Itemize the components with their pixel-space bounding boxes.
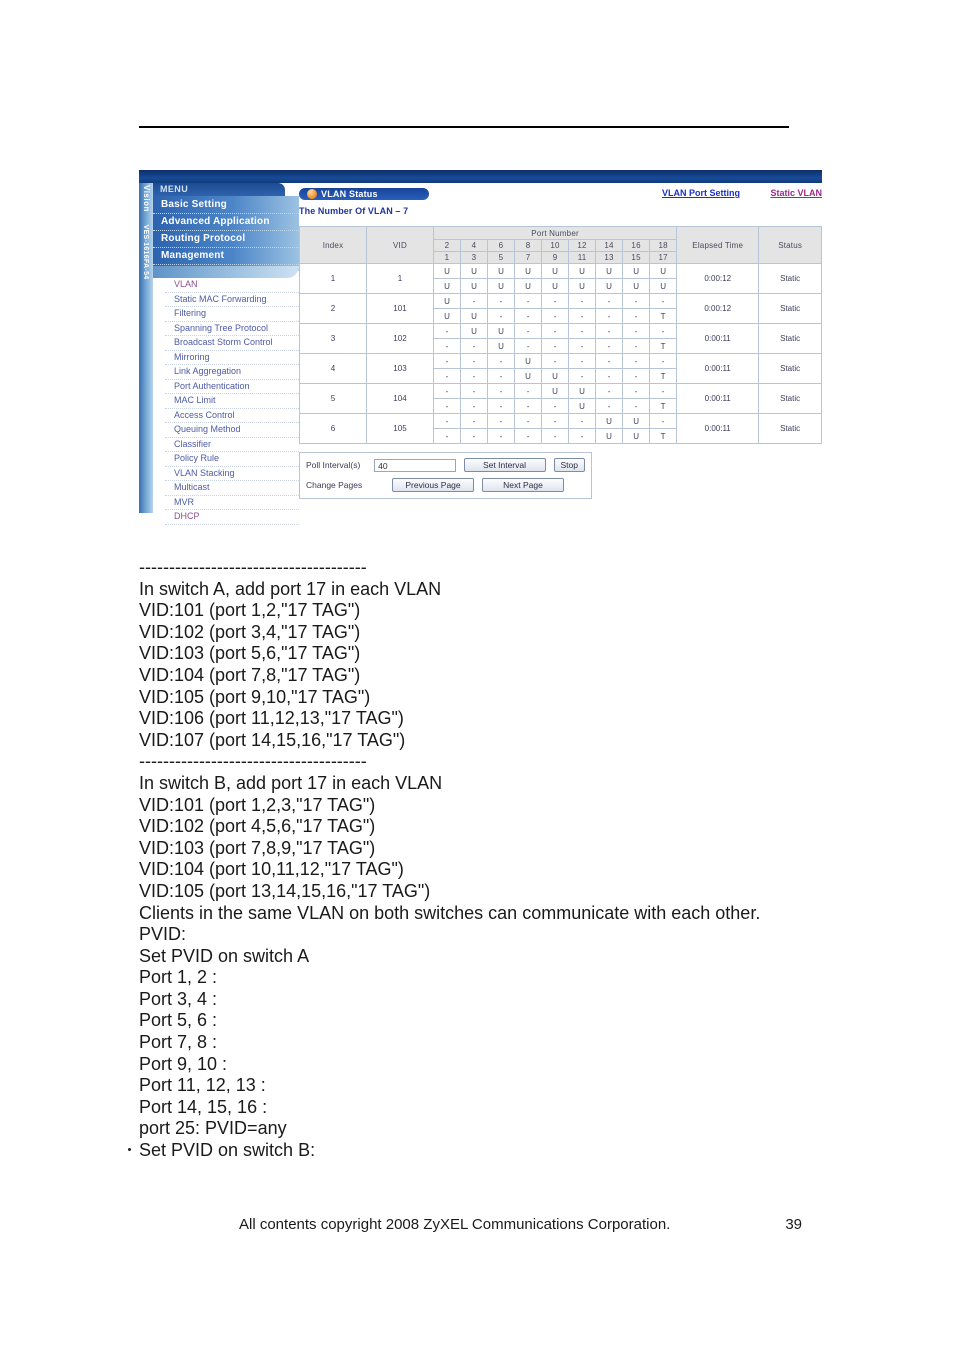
notes-line: Port 9, 10 : <box>139 1053 228 1074</box>
cell-port-18: - <box>650 414 677 429</box>
cell-port-12: - <box>569 414 596 429</box>
previous-page-button[interactable]: Previous Page <box>392 478 474 492</box>
header-port-17: 17 <box>650 252 677 264</box>
cell-port-15: - <box>623 339 650 354</box>
cell-port-8: U <box>515 354 542 369</box>
cell-port-18: - <box>650 294 677 309</box>
cell-port-6: - <box>488 294 515 309</box>
submenu-item-static-mac-forwarding[interactable]: Static MAC Forwarding <box>165 293 299 308</box>
cell-port-16: U <box>623 264 650 279</box>
header-port-1: 1 <box>433 252 460 264</box>
menu-item-basic-setting[interactable]: Basic Setting <box>153 197 299 214</box>
cell-port-17: T <box>650 339 677 354</box>
poll-interval-input[interactable]: 40 <box>374 459 455 472</box>
cell-port-18: - <box>650 324 677 339</box>
notes-line: VID:105 (port 9,10,"17 TAG") <box>139 686 371 707</box>
cell-port-11: - <box>569 339 596 354</box>
cell-port-10: U <box>542 264 569 279</box>
submenu-item-vlan-stacking[interactable]: VLAN Stacking <box>165 467 299 482</box>
submenu-item-broadcast-storm-control[interactable]: Broadcast Storm Control <box>165 336 299 351</box>
header-port-11: 11 <box>569 252 596 264</box>
header-port-14: 14 <box>596 240 623 252</box>
submenu-item-access-control[interactable]: Access Control <box>165 409 299 424</box>
header-port-8: 8 <box>515 240 542 252</box>
notes-line: VID:102 (port 4,5,6,"17 TAG") <box>139 816 376 837</box>
cell-port-3: - <box>460 429 487 444</box>
header-port-10: 10 <box>542 240 569 252</box>
header-port-13: 13 <box>596 252 623 264</box>
cell-elapsed-time: 0:00:11 <box>677 384 759 414</box>
cell-port-13: U <box>596 279 623 294</box>
cell-port-15: - <box>623 309 650 324</box>
cell-port-16: U <box>623 414 650 429</box>
notes-line: VID:102 (port 3,4,"17 TAG") <box>139 621 361 642</box>
cell-port-12: U <box>569 264 596 279</box>
notes-line: VID:103 (port 7,8,9,"17 TAG") <box>139 837 376 858</box>
cell-port-13: - <box>596 399 623 414</box>
panel-title-row <box>299 188 822 204</box>
cell-port-14: - <box>596 294 623 309</box>
stray-dot-artifact <box>128 1148 131 1151</box>
notes-text-block <box>139 557 859 1162</box>
notes-line: VID:104 (port 10,11,12,"17 TAG") <box>139 859 404 880</box>
cell-port-7: U <box>515 279 542 294</box>
header-status: Status <box>759 227 822 264</box>
next-page-button[interactable]: Next Page <box>482 478 564 492</box>
notes-line: Port 3, 4 : <box>139 988 218 1009</box>
submenu-item-multicast[interactable]: Multicast <box>165 481 299 496</box>
submenu-item-policy-rule[interactable]: Policy Rule <box>165 452 299 467</box>
notes-line: Port 7, 8 : <box>139 1032 218 1053</box>
cell-port-11: - <box>569 309 596 324</box>
panel-links <box>634 188 822 198</box>
cell-port-4: - <box>460 294 487 309</box>
poll-interval-row <box>306 458 585 472</box>
header-port-16: 16 <box>623 240 650 252</box>
poll-interval-label: Poll Interval(s) <box>306 460 361 470</box>
submenu-item-port-authentication[interactable]: Port Authentication <box>165 380 299 395</box>
cell-port-7: - <box>515 339 542 354</box>
submenu-item-classifier[interactable]: Classifier <box>165 438 299 453</box>
submenu-item-mirroring[interactable]: Mirroring <box>165 351 299 366</box>
cell-port-14: - <box>596 324 623 339</box>
cell-port-1: - <box>433 399 460 414</box>
cell-port-2: U <box>433 264 460 279</box>
cell-port-2: - <box>433 384 460 399</box>
vlan-status-table <box>299 226 822 444</box>
notes-line: VID:105 (port 13,14,15,16,"17 TAG") <box>139 880 431 901</box>
notes-line: Set PVID on switch B: <box>139 1140 316 1161</box>
cell-port-5: - <box>488 399 515 414</box>
cell-vid: 1 <box>366 264 433 294</box>
cell-status: Static <box>759 354 822 384</box>
cell-port-6: U <box>488 264 515 279</box>
cell-port-13: - <box>596 309 623 324</box>
submenu-item-filtering[interactable]: Filtering <box>165 307 299 322</box>
header-port-3: 3 <box>460 252 487 264</box>
cell-port-13: - <box>596 339 623 354</box>
cell-index: 1 <box>300 264 367 294</box>
change-pages-row <box>306 478 585 492</box>
header-port-4: 4 <box>460 240 487 252</box>
cell-port-11: - <box>569 369 596 384</box>
cell-port-17: T <box>650 399 677 414</box>
cell-elapsed-time: 0:00:12 <box>677 294 759 324</box>
cell-status: Static <box>759 294 822 324</box>
cell-port-10: - <box>542 354 569 369</box>
cell-port-5: U <box>488 279 515 294</box>
cell-port-2: U <box>433 294 460 309</box>
cell-port-9: - <box>542 309 569 324</box>
cell-port-6: - <box>488 414 515 429</box>
copyright-text: All contents copyright 2008 ZyXEL Communications Corporation. <box>239 1216 671 1233</box>
cell-port-8: U <box>515 264 542 279</box>
stop-button[interactable]: Stop <box>554 458 586 472</box>
cell-port-4: - <box>460 414 487 429</box>
submenu-item-spanning-tree-protocol[interactable]: Spanning Tree Protocol <box>165 322 299 337</box>
cell-elapsed-time: 0:00:11 <box>677 414 759 444</box>
notes-line: port 25: PVID=any <box>139 1118 287 1139</box>
cell-port-10: U <box>542 384 569 399</box>
change-pages-label: Change Pages <box>306 480 363 490</box>
notes-line: VID:107 (port 14,15,16,"17 TAG") <box>139 729 406 750</box>
cell-port-9: U <box>542 279 569 294</box>
cell-port-12: - <box>569 324 596 339</box>
brand-strip-text <box>139 183 153 513</box>
cell-port-3: - <box>460 399 487 414</box>
submenu-item-mvr[interactable]: MVR <box>165 496 299 511</box>
cell-port-17: T <box>650 309 677 324</box>
cell-vid: 101 <box>366 294 433 324</box>
cell-port-12: - <box>569 354 596 369</box>
cell-port-5: - <box>488 369 515 384</box>
cell-port-2: - <box>433 414 460 429</box>
header-index: Index <box>300 227 367 264</box>
notes-line: Set PVID on switch A <box>139 945 310 966</box>
cell-port-9: U <box>542 369 569 384</box>
table-row <box>300 294 822 309</box>
cell-port-11: - <box>569 429 596 444</box>
cell-port-7: - <box>515 399 542 414</box>
cell-port-17: T <box>650 369 677 384</box>
cell-elapsed-time: 0:00:11 <box>677 354 759 384</box>
cell-index: 3 <box>300 324 367 354</box>
notes-line: Port 5, 6 : <box>139 1010 218 1031</box>
cell-port-9: - <box>542 399 569 414</box>
submenu-item-dhcp[interactable]: DHCP <box>165 510 299 525</box>
cell-port-3: - <box>460 369 487 384</box>
cell-port-15: - <box>623 399 650 414</box>
cell-port-8: - <box>515 414 542 429</box>
cell-port-15: U <box>623 279 650 294</box>
notes-line: Port 14, 15, 16 : <box>139 1096 268 1117</box>
notes-line: -------------------------------------- <box>139 751 367 772</box>
cell-port-16: - <box>623 384 650 399</box>
table-head <box>300 227 822 264</box>
panel-title-badge <box>299 188 429 200</box>
cell-index: 5 <box>300 384 367 414</box>
header-port-12: 12 <box>569 240 596 252</box>
vlan-count-text: The Number Of VLAN – 7 <box>299 206 409 216</box>
cell-vid: 105 <box>366 414 433 444</box>
header-port-5: 5 <box>488 252 515 264</box>
table-body <box>300 264 822 444</box>
cell-port-18: - <box>650 384 677 399</box>
cell-status: Static <box>759 414 822 444</box>
cell-port-15: - <box>623 369 650 384</box>
notes-line: In switch A, add port 17 in each VLAN <box>139 578 442 599</box>
header-vid: VID <box>366 227 433 264</box>
table-row <box>300 324 822 339</box>
brand-product-line: Vision <box>142 185 151 212</box>
cell-port-3: U <box>460 279 487 294</box>
cell-port-6: U <box>488 324 515 339</box>
submenu-item-queuing-method[interactable]: Queuing Method <box>165 423 299 438</box>
notes-line: VID:106 (port 11,12,13,"17 TAG") <box>139 708 404 729</box>
cell-port-4: U <box>460 324 487 339</box>
cell-port-13: U <box>596 429 623 444</box>
cell-port-7: U <box>515 369 542 384</box>
navigation-menu-panel <box>153 183 299 521</box>
cell-port-8: - <box>515 384 542 399</box>
notes-line: In switch B, add port 17 in each VLAN <box>139 772 443 793</box>
header-port-6: 6 <box>488 240 515 252</box>
set-interval-button[interactable]: Set Interval <box>464 458 546 472</box>
cell-port-12: - <box>569 294 596 309</box>
menu-item-management[interactable]: Management <box>153 248 299 265</box>
cell-port-7: - <box>515 309 542 324</box>
cell-port-16: - <box>623 354 650 369</box>
notes-line: Clients in the same VLAN on both switches can communicate with each other. <box>139 902 761 923</box>
header-port-2: 2 <box>433 240 460 252</box>
cell-port-5: - <box>488 429 515 444</box>
cell-port-1: - <box>433 369 460 384</box>
cell-elapsed-time: 0:00:12 <box>677 264 759 294</box>
cell-port-3: U <box>460 309 487 324</box>
cell-status: Static <box>759 384 822 414</box>
switch-web-ui-screenshot <box>139 170 822 521</box>
panel-title-text: VLAN Status <box>321 189 378 199</box>
cell-port-4: U <box>460 264 487 279</box>
notes-line: VID:104 (port 7,8,"17 TAG") <box>139 664 361 685</box>
cell-port-13: - <box>596 369 623 384</box>
notes-line: VID:103 (port 5,6,"17 TAG") <box>139 643 361 664</box>
cell-port-6: - <box>488 354 515 369</box>
cell-port-5: - <box>488 309 515 324</box>
cell-vid: 103 <box>366 354 433 384</box>
cell-port-14: U <box>596 264 623 279</box>
header-row-top <box>300 227 822 240</box>
page-number: 39 <box>785 1216 802 1233</box>
cell-port-14: U <box>596 414 623 429</box>
menu-item-advanced-application[interactable]: Advanced Application <box>153 214 299 231</box>
table-row <box>300 384 822 399</box>
cell-port-2: - <box>433 354 460 369</box>
cell-status: Static <box>759 264 822 294</box>
menu-item-routing-protocol[interactable]: Routing Protocol <box>153 231 299 248</box>
cell-port-7: - <box>515 429 542 444</box>
cell-port-18: U <box>650 264 677 279</box>
header-port-7: 7 <box>515 252 542 264</box>
poll-controls-panel <box>299 452 592 499</box>
link-vlan-port-setting[interactable]: VLAN Port Setting <box>661 188 740 198</box>
cell-port-4: - <box>460 384 487 399</box>
cell-port-2: - <box>433 324 460 339</box>
notes-line: Port 1, 2 : <box>139 967 218 988</box>
cell-port-12: U <box>569 384 596 399</box>
cell-vid: 104 <box>366 384 433 414</box>
cell-port-4: - <box>460 354 487 369</box>
cell-port-14: - <box>596 384 623 399</box>
cell-port-1: U <box>433 309 460 324</box>
header-port-9: 9 <box>542 252 569 264</box>
cell-index: 4 <box>300 354 367 384</box>
cell-port-17: U <box>650 279 677 294</box>
ui-top-bar <box>139 170 822 183</box>
table-row <box>300 264 822 279</box>
submenu-item-mac-limit[interactable]: MAC Limit <box>165 394 299 409</box>
cell-port-3: - <box>460 339 487 354</box>
menu-tab-label: MENU <box>153 183 285 196</box>
cell-status: Static <box>759 324 822 354</box>
notes-line: Port 11, 12, 13 : <box>139 1075 266 1096</box>
cell-vid: 102 <box>366 324 433 354</box>
submenu-item-vlan[interactable]: VLAN <box>165 278 299 293</box>
cell-elapsed-time: 0:00:11 <box>677 324 759 354</box>
cell-port-11: U <box>569 399 596 414</box>
cell-index: 2 <box>300 294 367 324</box>
header-elapsed-time: Elapsed Time <box>677 227 759 264</box>
header-port-15: 15 <box>623 252 650 264</box>
cell-port-10: - <box>542 324 569 339</box>
submenu-list <box>153 278 299 525</box>
notes-line: VID:101 (port 1,2,"17 TAG") <box>139 600 361 621</box>
notes-line: VID:101 (port 1,2,3,"17 TAG") <box>139 794 376 815</box>
cell-port-9: - <box>542 429 569 444</box>
header-rule <box>139 126 789 128</box>
submenu-item-link-aggregation[interactable]: Link Aggregation <box>165 365 299 380</box>
cell-port-10: - <box>542 294 569 309</box>
cell-port-10: - <box>542 414 569 429</box>
status-bead-icon <box>307 189 317 199</box>
cell-port-11: U <box>569 279 596 294</box>
cell-port-16: - <box>623 324 650 339</box>
cell-index: 6 <box>300 414 367 444</box>
cell-port-8: - <box>515 324 542 339</box>
main-content-area <box>299 188 822 499</box>
cell-port-1: - <box>433 429 460 444</box>
notes-line: -------------------------------------- <box>139 557 367 577</box>
cell-port-9: - <box>542 339 569 354</box>
cell-port-8: - <box>515 294 542 309</box>
cell-port-15: U <box>623 429 650 444</box>
cell-port-6: - <box>488 384 515 399</box>
header-port-18: 18 <box>650 240 677 252</box>
cell-port-5: U <box>488 339 515 354</box>
cell-port-18: - <box>650 354 677 369</box>
brand-model: VES-1616FA-54 <box>142 224 149 280</box>
cell-port-16: - <box>623 294 650 309</box>
cell-port-1: - <box>433 339 460 354</box>
menu-curve-decoration <box>153 266 299 278</box>
table-row <box>300 414 822 429</box>
cell-port-17: T <box>650 429 677 444</box>
brand-strip <box>139 183 153 513</box>
header-port-number: Port Number <box>433 227 676 240</box>
link-static-vlan[interactable]: Static VLAN <box>770 188 822 198</box>
menu-main-list <box>153 196 299 271</box>
table-row <box>300 354 822 369</box>
notes-line: PVID: <box>139 924 187 945</box>
cell-port-14: - <box>596 354 623 369</box>
cell-port-1: U <box>433 279 460 294</box>
